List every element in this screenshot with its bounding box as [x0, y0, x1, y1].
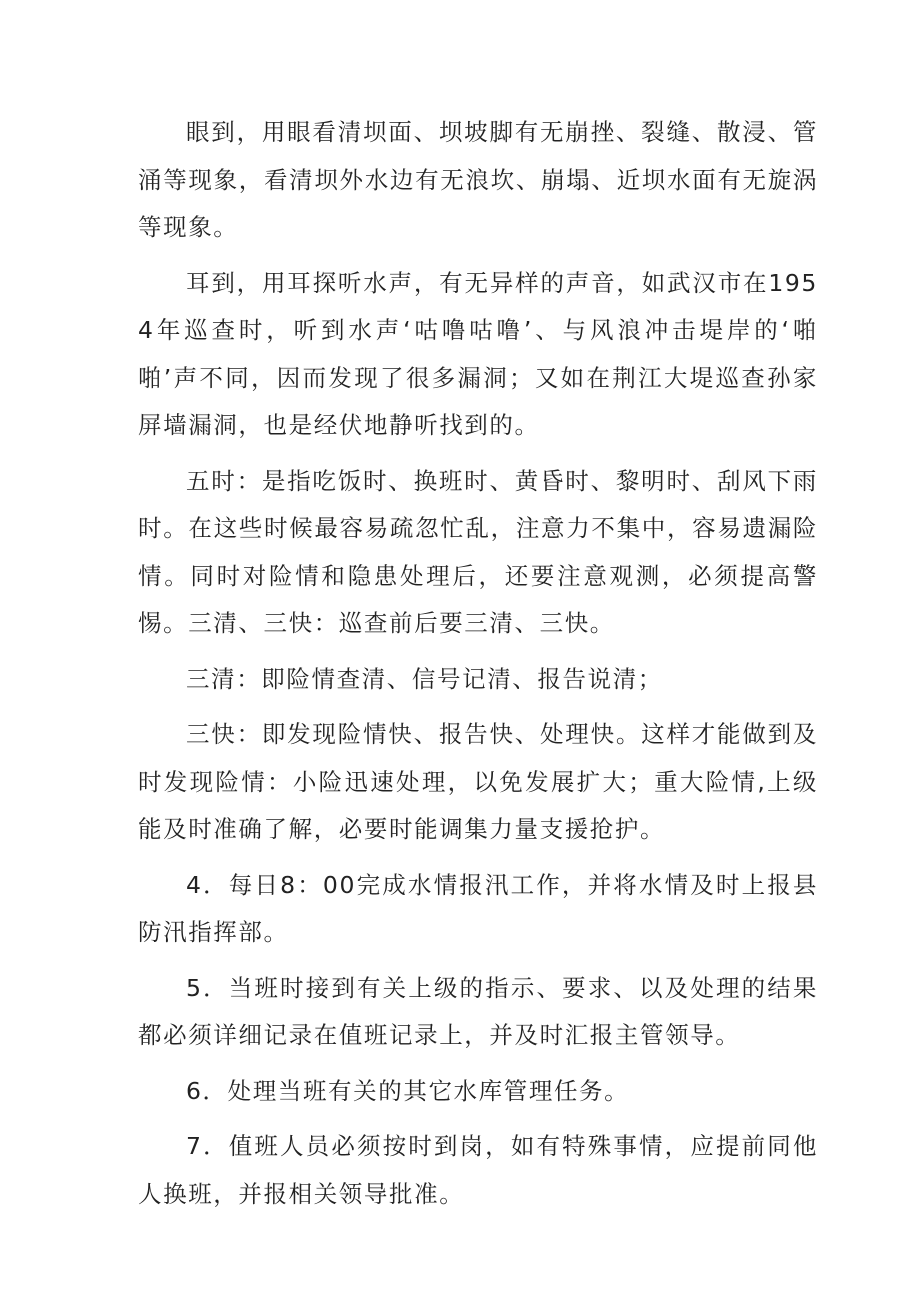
- paragraph-item-7: 7．值班人员必须按时到岗，如有特殊事情，应提前同他人换班，并报相关领导批准。: [138, 1132, 818, 1208]
- paragraph-item-4: 4．每日8：00完成水情报汛工作，并将水情及时上报县防汛指挥部。: [138, 870, 818, 946]
- paragraph-ears: 耳到，用耳探听水声，有无异样的声音，如武汉市在1954年巡查时，听到水声‘咕噜咕噜’、与风浪冲击堤岸的‘啪啪’声不同，因而发现了很多漏洞；又如在荆江大堤巡查孙家屏墙漏洞，也是经伏地静听找到的。: [138, 268, 818, 439]
- paragraph-item-5: 5．当班时接到有关上级的指示、要求、以及处理的结果都必须详细记录在值班记录上，并及时汇报主管领导。: [138, 973, 818, 1049]
- paragraph-three-fast: 三快：即发现险情快、报告快、处理快。这样才能做到及时发现险情：小险迅速处理，以免发展扩大；重大险情,上级能及时准确了解，必要时能调集力量支援抢护。: [138, 720, 818, 843]
- paragraph-five-times: 五时：是指吃饭时、换班时、黄昏时、黎明时、刮风下雨时。在这些时候最容易疏忽忙乱，注意力不集中，容易遗漏险情。同时对险情和隐患处理后，还要注意观测，必须提高警惕。三清、三快：巡查前后要三清、三快。: [138, 466, 818, 637]
- paragraph-three-clear: 三清：即险情查清、信号记清、报告说清；: [186, 664, 663, 693]
- paragraph-item-6: 6．处理当班有关的其它水库管理任务。: [186, 1076, 630, 1105]
- document-body: [138, 109, 818, 1226]
- paragraph-eyes: 眼到，用眼看清坝面、坝坡脚有无崩挫、裂缝、散浸、管涌等现象，看清坝外水边有无浪坎、崩塌、近坝水面有无旋涡等现象。: [138, 118, 818, 241]
